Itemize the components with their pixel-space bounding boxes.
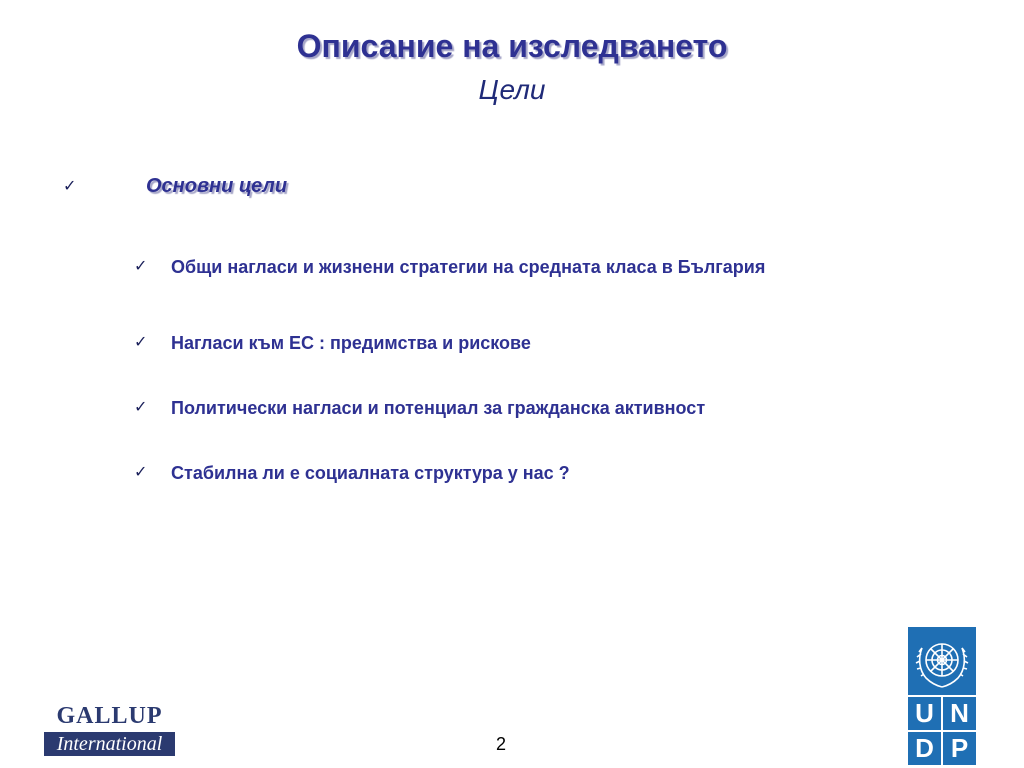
- list-item-text: Нагласи към ЕС : предимства и рискове: [171, 333, 531, 353]
- list-item-text: Стабилна ли е социалната структура у нас ?: [171, 463, 570, 483]
- checkmark-icon: ✓: [134, 462, 148, 481]
- undp-letter: U: [915, 698, 934, 728]
- undp-logo: [908, 627, 976, 765]
- page-number: 2: [495, 734, 506, 754]
- checkmark-icon: ✓: [63, 176, 77, 195]
- checkmark-icon: ✓: [134, 332, 148, 351]
- gallup-logo: [44, 702, 175, 756]
- slide-subtitle: Цели: [478, 74, 546, 105]
- section-heading: Основни цели: [146, 175, 288, 197]
- checkmark-icon: ✓: [134, 256, 148, 275]
- undp-letter: N: [950, 698, 969, 728]
- slide-title: Описание на изследването: [296, 28, 728, 64]
- gallup-logo-subtitle: International: [44, 732, 175, 756]
- list-item-text: Политически нагласи и потенциал за гражданска активност: [171, 398, 706, 418]
- undp-letter: D: [915, 733, 934, 763]
- un-emblem-icon: [912, 632, 972, 692]
- list-item-text: Общи нагласи и жизнени стратегии на средната класа в България: [171, 257, 766, 277]
- gallup-logo-title: GALLUP: [56, 703, 163, 729]
- undp-letter: P: [950, 733, 969, 763]
- checkmark-icon: ✓: [134, 397, 148, 416]
